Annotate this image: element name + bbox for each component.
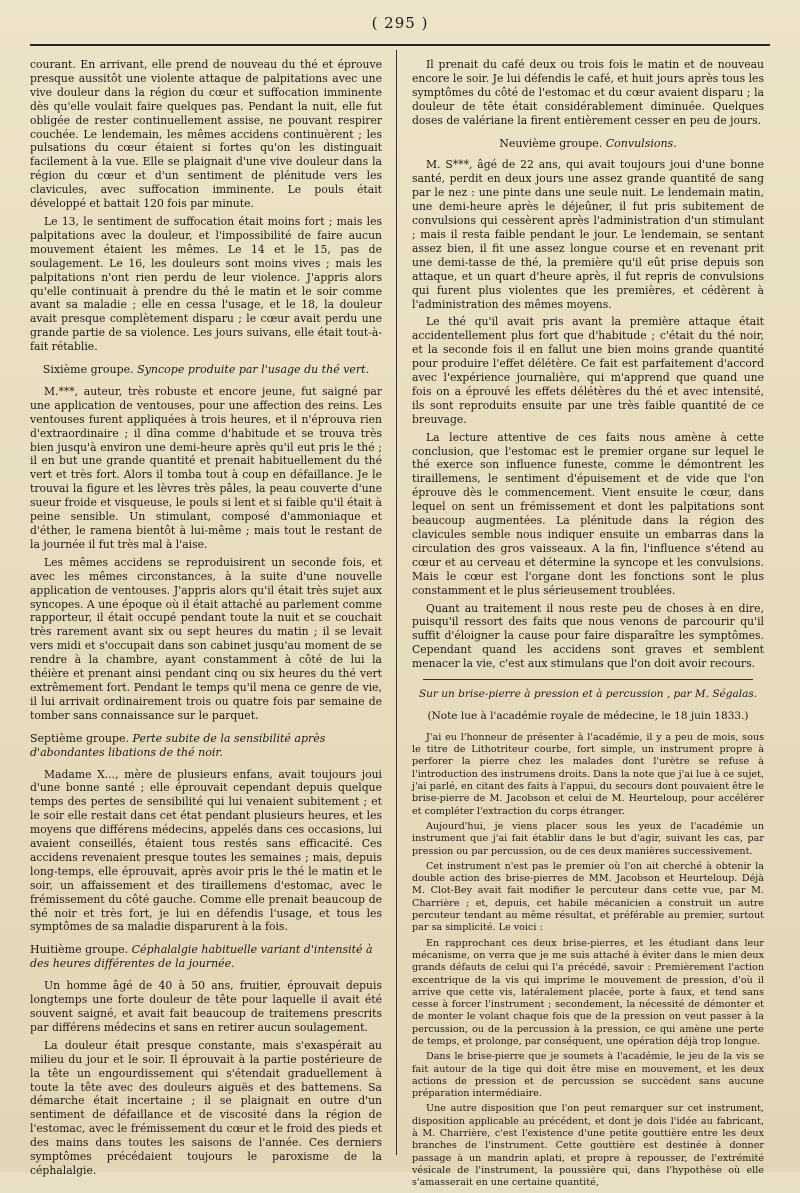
paragraph: Cet instrument n'est pas le premier où l'on ait cherché à obtenir la double action des brise-pierres de MM. Jacobson et Heurteloup. Déjà M. Clot-Bey avait fait modifier le percuteur dans cette vue, par M. Charrière ; et, depuis, cet habile mécanicien a construit un autre percuteur tendant au même résultat, et préférable au premier, surtout par sa simplicité. Le voici : [412,860,764,934]
paragraph: Le 13, le sentiment de suffocation était moins fort ; mais les palpitations avec la douleur, et l'impossibilité de faire aucun mouvement étaient les mêmes. Le 14 et le 15, pas de soulagement. Le 16, les douleurs sont moins vives ; mais les palpitations n'ont rien perdu de leur violence. J'appris alors qu'elle continuait à prendre du thé le matin et le soir comme avant sa maladie ; elle en cessa l'usage, et le 18, la douleur avait presque complètement disparu ; le cœur avait perdu une grande partie de sa violence. Les jours suivans, elle était tout-à-fait rétablie. [30,214,382,354]
paragraph: Quant au traitement il nous reste peu de choses à en dire, puisqu'il ressort des faits que nous venons de parcourir qu'il suffit d'éloigner la cause pour faire disparaître les symptômes. Cependant quand les accidens sont graves et semblent menacer la vie, c'est aux stimulans que l'on doit avoir recours. [412,601,764,671]
section-heading-septieme [30,732,382,760]
paragraph: Il prenait du café deux ou trois fois le matin et de nouveau encore le soir. Je lui défendis le café, et huit jours après tous les symptômes du côté de l'estomac et du cœur avaient disparu ; la douleur de tête était considérablement diminuée. Quelques doses de valériane la firent entièrement cesser en peu de jours. [412,58,764,127]
section-label: Sixième groupe. [42,363,134,377]
article-title: Sur un brise-pierre à pression et à percussion , par M. Ségalas. [418,688,758,701]
section-label: Septième groupe. [30,731,130,745]
paragraph: Dans le brise-pierre que je soumets à l'académie, le jeu de la vis se fait autour de la tige qui doit être mise en mouvement, et les deux actions de pression et de percussion se succèdent sans aucune préparation intermédiaire. [412,1051,764,1100]
article-note: (Note lue à l'académie royale de médecine, le 18 juin 1833.) [427,709,749,722]
section-title: Perte subite de la sensibilité après d'abondantes libations de thé noir. [30,731,326,759]
section-title: Céphalalgie habituelle variant d'intensité à des heures différentes de la journée. [30,943,373,971]
section-heading-huitieme [30,943,382,971]
paragraph: courant. En arrivant, elle prend de nouveau du thé et éprouve presque aussitôt une violente attaque de palpitations avec une vive douleur dans la région du cœur et suffocation imminente dès qu'elle voulait faire quelques pas. Pendant la nuit, elle fut obligée de rester continuellement assise, ne pouvant respirer couchée. Le lendemain, les mêmes accidens continuèrent ; les pulsations du cœur étaient si fortes qu'on les distinguait facilement à la vue. Elle se plaignait d'une vive douleur dans la région du cœur et d'un sentiment de plénitude vers les clavicules, avec suffocation imminente. Le pouls était développé et battait 120 fois par minute. [30,58,382,211]
paragraph: M.***, auteur, très robuste et encore jeune, fut saigné par une application de ventouses, pour une affection des reins. Les ventouses furent appliquées à trois heures, et il n'éprouva rien d'extraordinaire ; il dîna comme d'habitude et se trouva très bien jusqu'à environ une demi-heure après qu'il eut pris le thé ; il en but une grande quantité et prenait habituellement du thé vert et très fort. Alors il tomba tout à coup en défaillance. Je le trouvai la figure et les lèvres très pâles, la peau couverte d'une sueur froide et visqueuse, le pouls si lent et si faible qu'il était à peine sensible. Un stimulant, composé d'ammoniaque et d'éther, le ramena bientôt à lui-même ; mais tout le restant de la journée il fut très mal à l'aise. [30,384,382,551]
section-heading-neuvieme [412,137,764,151]
article-body [412,732,764,1190]
right-column [412,58,764,1193]
column-divider [396,50,397,1155]
section-label: Neuvième groupe. [499,136,603,150]
section-label: Huitième groupe. [30,943,129,957]
section-title: Convulsions. [605,136,677,150]
paragraph: Les mêmes accidens se reproduisirent un seconde fois, et avec les mêmes circonstances, à la suite d'une nouvelle application de ventouses. J'appris alors qu'il était très sujet aux syncopes. A une époque où il était attaché au parlement comme rapporteur, il était occupé pendant toute la nuit et se couchait très rarement avant six ou sept heures du matin ; il se levait vers midi et s'occupait dans son cabinet jusqu'au moment de se rendre à la chambre, ayant constamment à côté de lui la théière et prenant ainsi pendant cinq ou six heures du thé vert extrêmement fort. Pendant le temps qu'il mena ce genre de vie, il lui arrivait ordinairement trois ou quatre fois par semaine de tomber sans connaissance sur le parquet. [30,555,382,722]
section-rule [423,679,753,680]
paragraph: La douleur était presque constante, mais s'exaspérait au milieu du jour et le soir. Il éprouvait à la partie postérieure de la tête un engourdissement qui s'étendait graduellement à toute la tête avec des douleurs aiguës et des battemens. Sa démarche était incertaine ; il se plaignait en outre d'un sentiment de défaillance et de viscosité dans la région de l'estomac, avec le frémissement du cœur et le froid des pieds et des mains dans toutes les saisons de l'année. Ces derniers symptômes précédaient toujours le paroxisme de la céphalalgie. [30,1038,382,1177]
paragraph: Aujourd'hui, je viens placer sous les yeux de l'académie un instrument que j'ai fait établir dans le but d'agir, suivant les cas, par pression ou par percussion, ou de ces deux manières successivement. [412,820,764,857]
section-title: Syncope produite par l'usage du thé vert. [137,363,370,377]
paragraph: M. S***, âgé de 22 ans, qui avait toujours joui d'une bonne santé, perdit en deux jours une assez grande quantité de sang par le nez : une pinte dans une seule nuit. Le lendemain matin, une demi-heure après le déjeûner, il fut pris subitement de convulsions qui cessèrent après l'administration d'un stimulant ; mais il resta faible pendant le jour. Le lendemain, se sentant assez bien, il fit une assez longue course et en revenant prit une demi-tasse de thé, la première qu'il eût prise depuis son attaque, et un quart d'heure après, il fut repris de convulsions qui furent plus violentes que les premières, et cédèrent à l'administration des mêmes moyens. [412,158,764,311]
paragraph: Le thé qu'il avait pris avant la première attaque était accidentellement plus fort que d'habitude ; c'était du thé noir, et la seconde fois il en fallut une bien moins grande quantité pour produire l'effet délétère. Ce fait est parfaitement d'accord avec l'expérience journalière, qui m'apprend que quand une fois on a éprouvé les effets délétères du thé et avec intensité, ils sont reproduits ensuite par une très faible quantité de ce breuvage. [412,315,764,426]
left-column [30,58,382,1182]
paragraph: J'ai eu l'honneur de présenter à l'académie, il y a peu de mois, sous le titre de Lithotriteur courbe, fort simple, un instrument propre à perforer la pierre chez les malades dont l'urètre se refuse à l'introduction des instrumens droits. Dans la note que j'ai lue à ce sujet, j'ai parlé, en citant des faits à l'appui, du secours dont pouvaient être le brise-pierre de M. Jacobson et celui de M. Heurteloup, pour accélérer et compléter l'extraction du corps étranger. [412,731,764,817]
paragraph: Une autre disposition que l'on peut remarquer sur cet instrument, disposition applicable au précédent, et dont je dois l'idée au fabricant, à M. Charrière, c'est l'existence d'une petite gouttière entre les deux branches de l'instrument. Cette gouttière est destinée à donner passage à un mandrin aplati, et propre à repousser, de l'extrémité vésicale de l'instrument, la poussière qui, dans l'hypothèse où elle s'amasserait en une certaine quantité, [412,1103,764,1189]
page-number: ( 295 ) [371,14,429,32]
section-heading-sixieme [30,363,382,377]
paragraph: En rapprochant ces deux brise-pierres, et les étudiant dans leur mécanisme, on verra que je me suis attaché à éviter dans le mien deux grands défauts de celui qui l'a précédé, savoir : Premièrement l'action excentrique de la vis qui imprime le mouvement de pression, d'où il arrive que cette vis, latéralement placée, porte à faux, et tend sans cesse à forcer l'instrument ; secondement, la nécessité de démonter et de monter le volant chaque fois que de la pression on veut passer à la percussion, ou de la percussion à la pression, ce qui amène une perte de temps, et prolonge, par conséquent, une opération déjà trop longue. [412,937,764,1047]
paragraph: Madame X..., mère de plusieurs enfans, avait toujours joui d'une bonne santé ; elle éprouvait cependant depuis quelque temps des pertes de sensibilité qui lui venaient subitement ; et le soir elle restait dans cet état pendant plusieurs heures, et les moyens que différens médecins, appelés dans ces occasions, lui avaient conseillés, étaient tous restés sans efficacité. Ces accidens revenaient presque toutes les semaines ; mais, depuis long-temps, elle éprouvait, après avoir pris le thé le matin et le soir, un affaissement et des tiraillemens d'estomac, avec le frémissement du côté gauche. Comme elle prenait beaucoup de thé noir et très fort, je lui en défendis l'usage, et tous les symptômes de sa maladie disparurent à la fois. [30,767,382,934]
header-rule [30,44,770,46]
paragraph: La lecture attentive de ces faits nous amène à cette conclusion, que l'estomac est le premier organe sur lequel le thé exerce son influence funeste, comme le démontrent les tiraillemens, le sentiment d'épuisement et de vide que l'on éprouve dès le commencement. Vient ensuite le cœur, dans lequel on sent un frémissement et dont les palpitations sont beaucoup augmentées. La plénitude dans la région des clavicules semble nous indiquer ensuite un embarras dans la circulation des gros vaisseaux. A la fin, l'influence s'étend au cœur et au cerveau et détermine la syncope et les convulsions. Mais le cœur est l'organe dont les fonctions sont le plus constamment et le plus sérieusement troublées. [412,430,764,597]
paragraph: Un homme âgé de 40 à 50 ans, fruitier, éprouvait depuis longtemps une forte douleur de tête pour laquelle il avait été souvent saigné, et avait fait beaucoup de traitemens prescrits par différens médecins et sans en retirer aucun soulagement. [30,979,382,1034]
